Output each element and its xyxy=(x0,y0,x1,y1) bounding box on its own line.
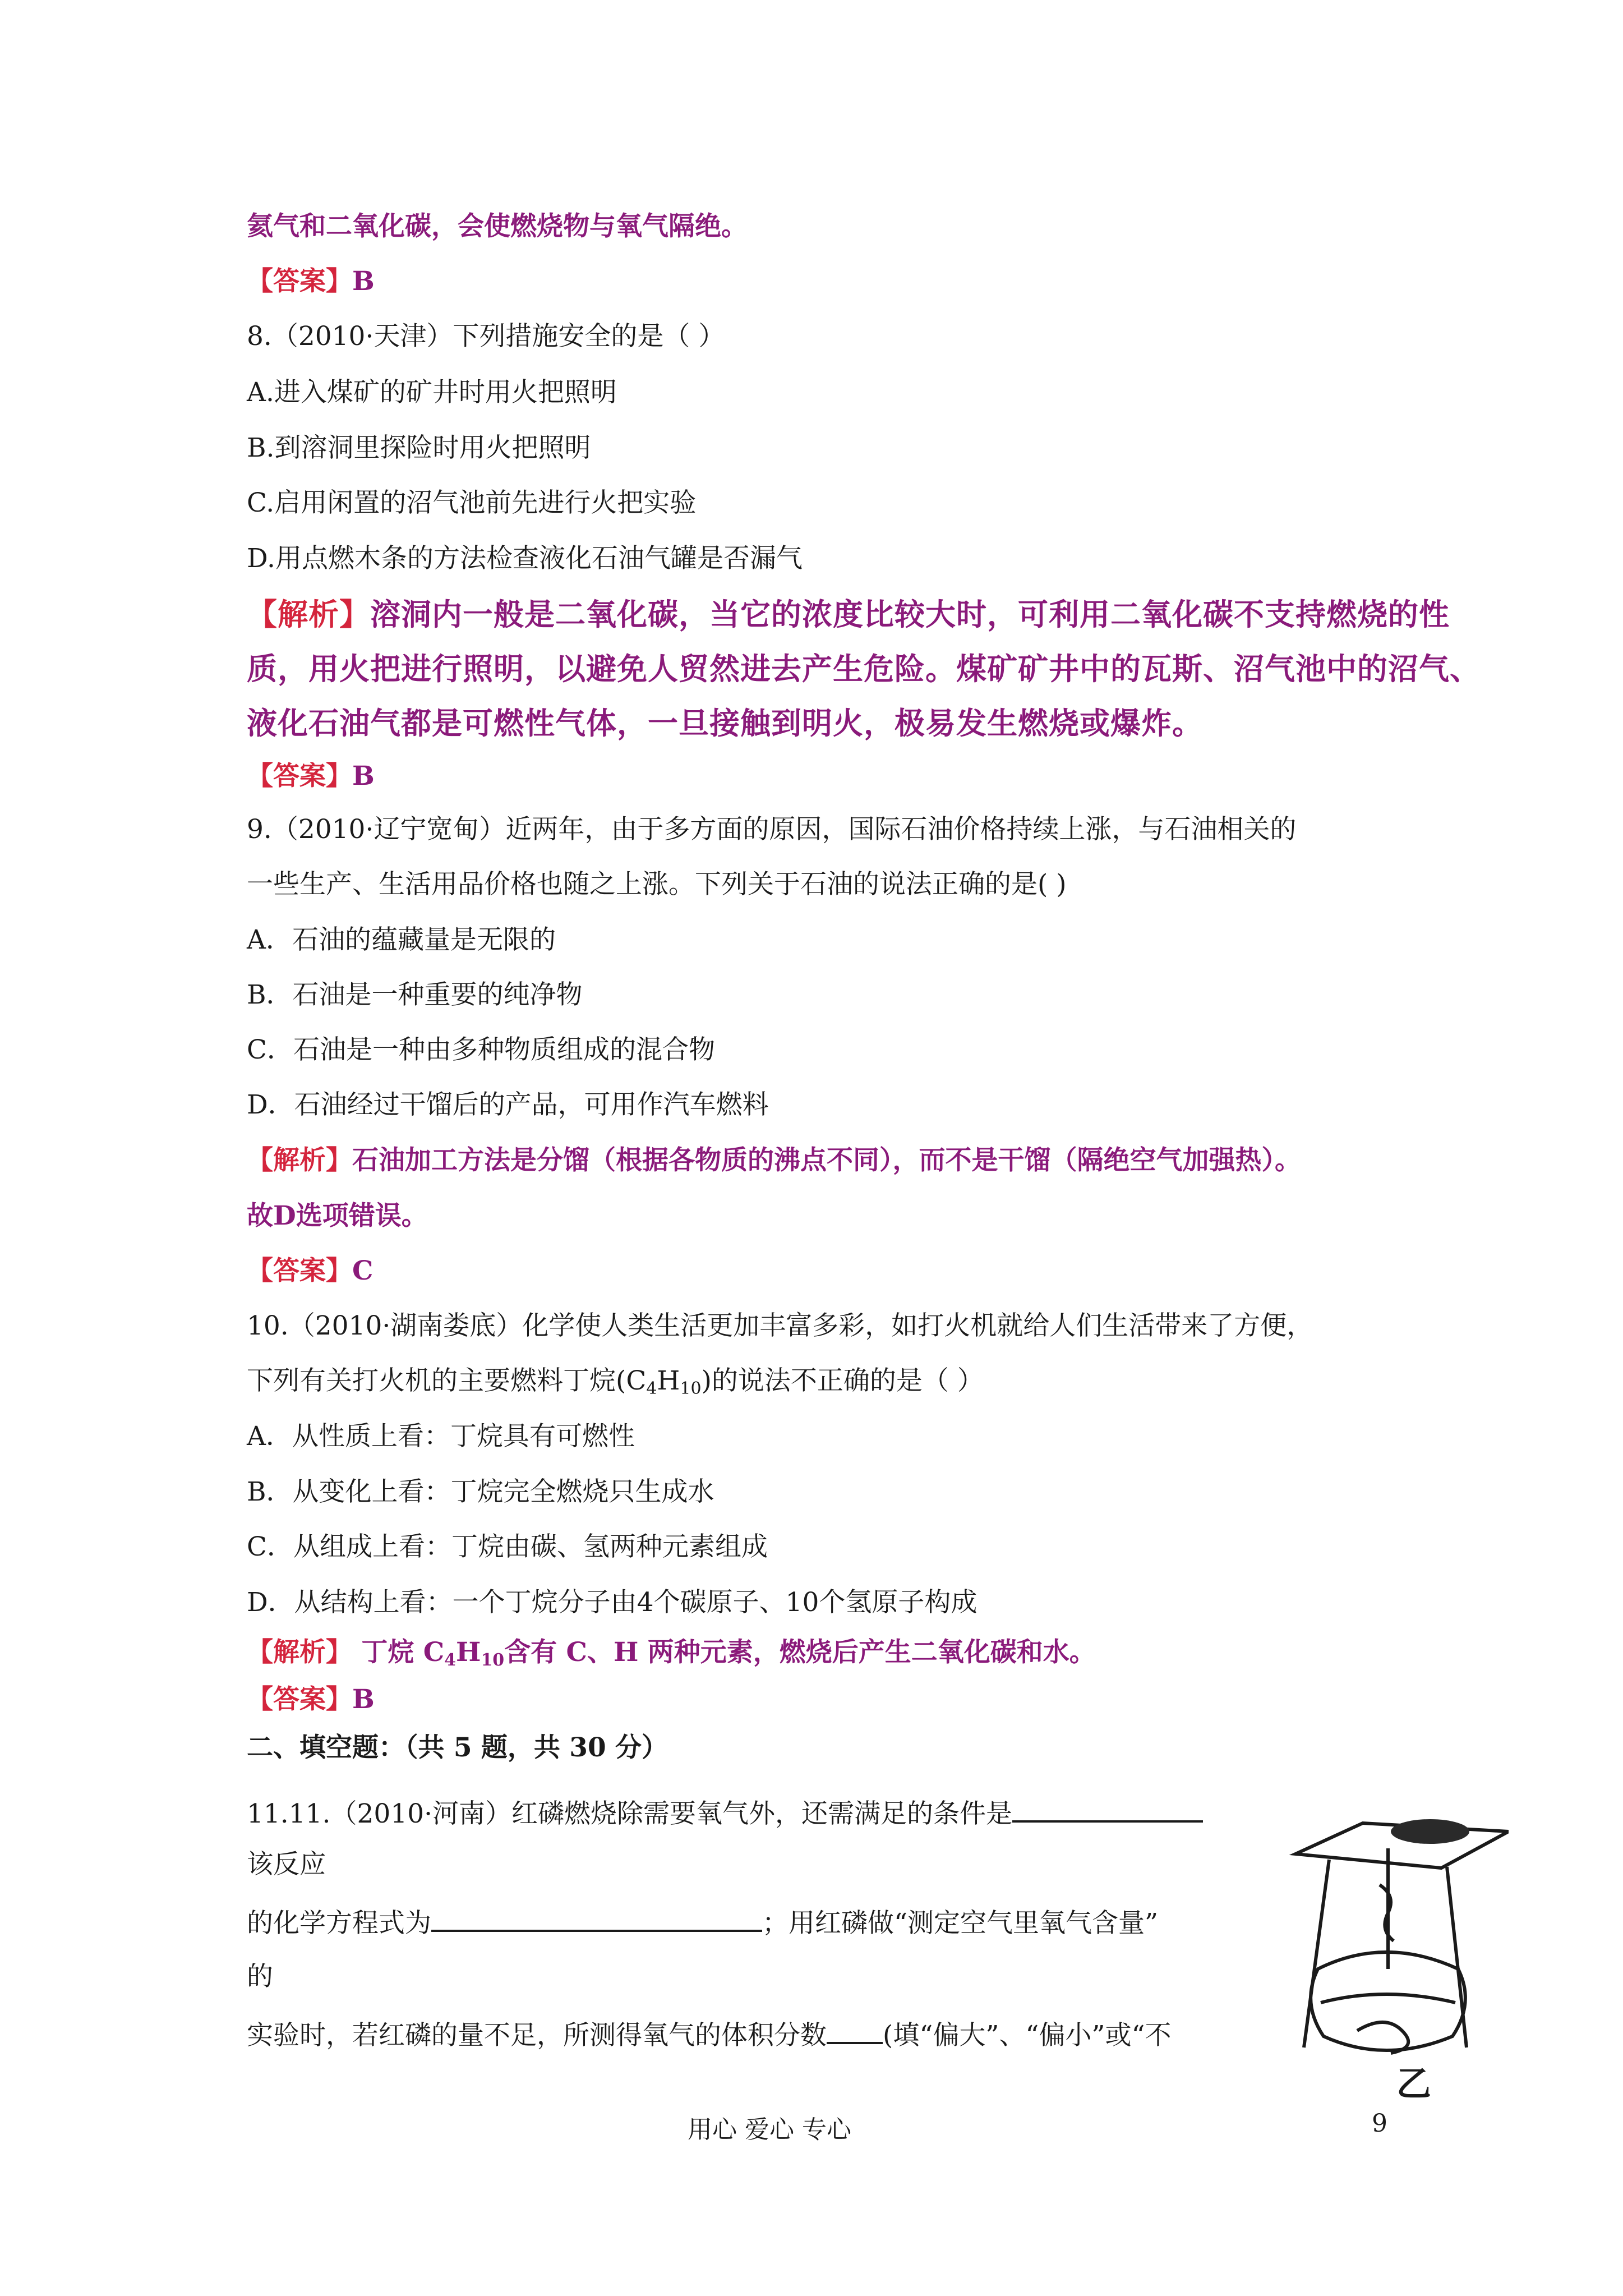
analysis-text-b: H xyxy=(456,1637,481,1668)
option-10a: A．从性质上看：丁烷具有可燃性 xyxy=(247,1421,635,1452)
subscript-10: 10 xyxy=(680,1379,702,1398)
subscript-4: 4 xyxy=(646,1379,657,1398)
answer-tag: 【答案】 xyxy=(247,266,352,297)
tripod-leg-right xyxy=(1447,1867,1467,2047)
option-10b: B．从变化上看：丁烷完全燃烧只生成水 xyxy=(247,1476,714,1507)
answer-value: B xyxy=(352,1684,375,1715)
answer-7 xyxy=(247,268,375,295)
option-8b: B.到溶洞里探险时用火把照明 xyxy=(247,432,591,463)
question-10-text-a: 下列有关打火机的主要燃料丁烷(C xyxy=(247,1365,647,1396)
water-line xyxy=(1321,1994,1455,2003)
answer-tag: 【答案】 xyxy=(247,761,352,792)
analysis-8-line2: 质，用火把进行照明，以避免人贸然进去产生危险。煤矿矿井中的瓦斯、沼气池中的沼气、 xyxy=(247,651,1481,687)
subscript-10: 10 xyxy=(481,1650,505,1670)
answer-blank-result[interactable] xyxy=(827,2019,883,2044)
answer-tag: 【答案】 xyxy=(247,1255,352,1286)
option-10d: D．从结构上看：一个丁烷分子由4个碳原子、10个氢原子构成 xyxy=(247,1587,978,1618)
analysis-8-line3: 液化石油气都是可燃性气体，一旦接触到明火，极易发生燃烧或爆炸。 xyxy=(247,705,1203,741)
answer-10 xyxy=(247,1686,375,1713)
analysis-text-a: 丁烷 C xyxy=(352,1637,445,1668)
red-phosphorus xyxy=(1391,1819,1469,1844)
question-10-text-b: H xyxy=(657,1365,680,1396)
answer-value: B xyxy=(352,266,375,297)
question-10-text-c: )的说法不正确的是（ ） xyxy=(701,1365,984,1396)
question-11-text-a: 实验时，若红磷的量不足，所测得氧气的体积分数 xyxy=(247,2020,827,2051)
question-11-line3 xyxy=(247,1907,1159,1939)
question-11-line5 xyxy=(247,2019,1171,2049)
question-10-line2 xyxy=(247,1365,984,1398)
analysis-tag: 【解析】 xyxy=(247,1145,352,1176)
question-11-text: 11.11.（2010·河南）红磷燃烧除需要氧气外，还需满足的条件是 xyxy=(247,1798,1013,1829)
question-11-text-b: (填“偏大”、“偏小”或“不 xyxy=(883,2020,1172,2051)
question-11-text-a: 的化学方程式为 xyxy=(247,1908,431,1939)
question-11-line4: 的 xyxy=(247,1961,273,1992)
analysis-text-c: 含有 C、H 两种元素，燃烧后产生二氧化碳和水。 xyxy=(504,1637,1096,1668)
analysis-continuation: 氦气和二氧化碳，会使燃烧物与氧气隔绝。 xyxy=(247,211,748,242)
question-11-text-b: ；用红磷做“测定空气里氧气含量” xyxy=(762,1908,1159,1939)
question-9-line2: 一些生产、生活用品价格也随之上涨。下列关于石油的说法正确的是( ) xyxy=(247,869,1067,900)
subscript-4: 4 xyxy=(444,1650,457,1670)
option-8c: C.启用闲置的沼气池前先进行火把实验 xyxy=(247,487,697,518)
answer-value: C xyxy=(352,1255,374,1286)
option-9b: B．石油是一种重要的纯净物 xyxy=(247,979,583,1010)
footer-motto: 用心 爱心 专心 xyxy=(688,2115,851,2144)
analysis-10 xyxy=(247,1637,1096,1670)
question-11-line1 xyxy=(247,1798,1203,1827)
option-9a: A．石油的蕴藏量是无限的 xyxy=(247,924,556,955)
analysis-text: 石油加工方法是分馏（根据各物质的沸点不同），而不是干馏（隔绝空气加强热）。 xyxy=(352,1145,1301,1176)
answer-8 xyxy=(247,761,375,792)
analysis-tag: 【解析】 xyxy=(247,1637,352,1668)
analysis-text: 溶洞内一般是二氧化碳，当它的浓度比较大时，可利用二氧化碳不支持燃烧的性 xyxy=(370,596,1450,632)
option-8a: A.进入煤矿的矿井时用火把照明 xyxy=(247,377,617,408)
answer-value: B xyxy=(352,761,375,792)
answer-9 xyxy=(247,1255,374,1286)
page-number: 9 xyxy=(1372,2109,1387,2138)
option-8d: D.用点燃木条的方法检查液化石油气罐是否漏气 xyxy=(247,543,803,574)
section-heading: 二、填空题：（共 5 题，共 30 分） xyxy=(247,1732,668,1763)
option-10c: C．从组成上看：丁烷由碳、氢两种元素组成 xyxy=(247,1531,768,1562)
analysis-tag: 【解析】 xyxy=(247,596,370,632)
experiment-apparatus-figure xyxy=(1273,1801,1509,2092)
option-9c: C．石油是一种由多种物质组成的混合物 xyxy=(247,1034,715,1065)
question-10-line1: 10.（2010·湖南娄底）化学使人类生活更加丰富多彩，如打火机就给人们生活带来了方便， xyxy=(247,1310,1313,1341)
answer-blank-condition[interactable] xyxy=(1012,1798,1203,1823)
analysis-9-line1 xyxy=(247,1147,1301,1174)
figure-label: 乙 xyxy=(1396,2063,1432,2104)
analysis-9-line2: 故D选项错误。 xyxy=(247,1200,428,1231)
question-9-line1: 9.（2010·辽宁宽甸）近两年，由于多方面的原因，国际石油价格持续上涨，与石油相关的 xyxy=(247,814,1297,845)
question-8: 8.（2010·天津）下列措施安全的是（ ） xyxy=(247,321,725,352)
option-9d: D．石油经过干馏后的产品，可用作汽车燃料 xyxy=(247,1089,769,1120)
answer-blank-equation[interactable] xyxy=(431,1907,762,1932)
gas-bubble xyxy=(1380,1885,1394,1941)
question-11-line2: 该反应 xyxy=(247,1849,326,1880)
analysis-8-line1 xyxy=(247,596,1450,632)
answer-tag: 【答案】 xyxy=(247,1684,352,1715)
